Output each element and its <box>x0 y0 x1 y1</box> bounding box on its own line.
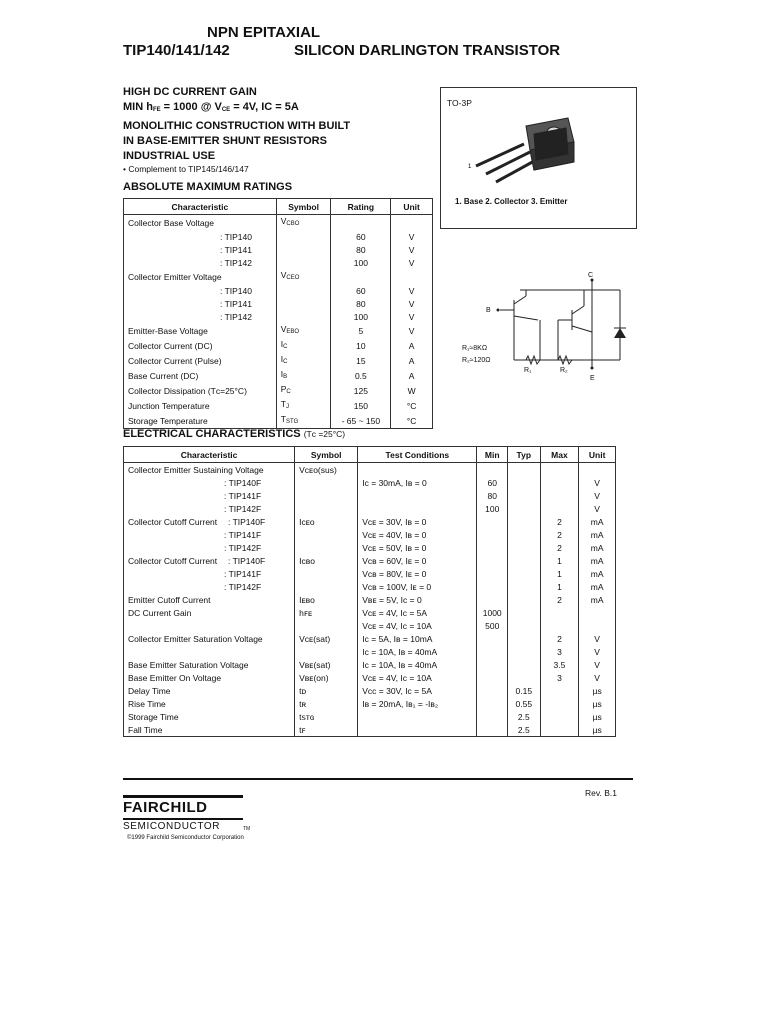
trademark: TM <box>243 826 251 832</box>
cell-characteristic: : TIP140F <box>124 476 295 489</box>
col-characteristic: Characteristic <box>124 447 295 463</box>
cell-test-conditions: Iᴄ = 10A, Iʙ = 40mA <box>358 645 477 658</box>
cell-typ <box>507 658 540 671</box>
cell-typ <box>507 463 540 477</box>
cell-typ: 0.15 <box>507 684 540 697</box>
cell-unit <box>579 619 616 632</box>
cell-rating: 125 <box>331 383 391 398</box>
cell-symbol <box>295 528 358 541</box>
cell-test-conditions: Vᴄᴇ = 50V, Iʙ = 0 <box>358 541 477 554</box>
cell-unit: V <box>391 256 433 269</box>
feature-2: MIN $h_{FE} = 1000$ @ $V_{CE} = 4V$, IC = 5A <box>123 101 299 114</box>
cell-min: 100 <box>477 502 508 515</box>
cell-unit: A <box>391 368 433 383</box>
cell-min <box>477 658 508 671</box>
cell-symbol: $P_C$ <box>276 383 331 398</box>
cell-characteristic: : TIP142 <box>124 310 277 323</box>
pin1-marker: 1 <box>468 164 472 170</box>
cell-symbol: Iᴄᴇᴏ <box>295 515 358 528</box>
cell-test-conditions <box>358 489 477 502</box>
cell-min <box>477 684 508 697</box>
col-typ: Typ <box>507 447 540 463</box>
cell-min <box>477 567 508 580</box>
table-row <box>124 554 616 567</box>
cell-typ <box>507 580 540 593</box>
cell-symbol <box>295 580 358 593</box>
cell-unit: V <box>579 632 616 645</box>
logo-bar-top <box>123 795 243 798</box>
to3p-package-drawing <box>462 112 592 192</box>
cell-rating: 80 <box>331 243 391 256</box>
table-row <box>124 632 616 645</box>
cell-symbol: tᴅ <box>295 684 358 697</box>
cell-min <box>477 723 508 737</box>
table-row <box>124 383 433 398</box>
cell-typ <box>507 541 540 554</box>
cell-test-conditions: Vᴄᴇ = 30V, Iʙ = 0 <box>358 515 477 528</box>
table-row <box>124 528 616 541</box>
col-unit: Unit <box>391 199 433 215</box>
table-row <box>124 323 433 338</box>
cell-characteristic: Delay Time <box>124 684 295 697</box>
cell-characteristic: Collector Emitter Sustaining Voltage <box>124 463 295 477</box>
cell-symbol <box>276 284 331 297</box>
table-row <box>124 476 616 489</box>
table-row <box>124 463 616 477</box>
cell-rating: 60 <box>331 230 391 243</box>
revision: Rev. B.1 <box>585 788 617 798</box>
footer-rule <box>123 778 633 780</box>
cell-max: 3 <box>540 671 579 684</box>
cell-unit: A <box>391 353 433 368</box>
cell-max: 3 <box>540 645 579 658</box>
table-row <box>124 243 433 256</box>
cell-typ <box>507 528 540 541</box>
schematic-c-label: C <box>588 272 594 279</box>
cell-min <box>477 697 508 710</box>
cell-unit <box>391 269 433 284</box>
table-row <box>124 413 433 429</box>
table-row <box>124 671 616 684</box>
cell-characteristic: : TIP141F <box>124 489 295 502</box>
cell-symbol: Vᴄᴇᴏ(sus) <box>295 463 358 477</box>
cell-unit <box>391 215 433 231</box>
feature-5: INDUSTRIAL USE <box>123 150 216 163</box>
logo-bar-bottom <box>123 818 243 820</box>
table-row <box>124 310 433 323</box>
cell-typ: 2.5 <box>507 710 540 723</box>
cell-max <box>540 489 579 502</box>
cell-characteristic: Emitter-Base Voltage <box>124 323 277 338</box>
cell-test-conditions: Iʙ = 20mA, Iʙ₁ = -Iʙ₂ <box>358 697 477 710</box>
cell-max <box>540 684 579 697</box>
cell-unit: V <box>579 489 616 502</box>
cell-typ <box>507 606 540 619</box>
cell-characteristic: Collector Current (Pulse) <box>124 353 277 368</box>
cell-rating: 60 <box>331 284 391 297</box>
cell-characteristic: : TIP140 <box>124 284 277 297</box>
cell-min: 500 <box>477 619 508 632</box>
cell-typ: 0.55 <box>507 697 540 710</box>
cell-symbol <box>276 243 331 256</box>
cell-test-conditions: Vᴄᴄ = 30V, Iᴄ = 5A <box>358 684 477 697</box>
part-numbers: TIP140/141/142 <box>123 42 230 59</box>
cell-typ <box>507 554 540 567</box>
table-row <box>124 723 616 737</box>
cell-min <box>477 541 508 554</box>
table-row <box>124 684 616 697</box>
cell-min <box>477 580 508 593</box>
cell-unit: V <box>391 230 433 243</box>
cell-unit: mA <box>579 515 616 528</box>
elec-table <box>123 446 616 737</box>
cell-symbol <box>295 489 358 502</box>
cell-typ <box>507 489 540 502</box>
cell-characteristic: Rise Time <box>124 697 295 710</box>
cell-unit: V <box>579 502 616 515</box>
cell-unit: V <box>391 310 433 323</box>
cell-symbol <box>295 567 358 580</box>
cell-min: 60 <box>477 476 508 489</box>
cell-min <box>477 528 508 541</box>
cell-test-conditions: Vᴄᴇ = 4V, Iᴄ = 5A <box>358 606 477 619</box>
cell-symbol <box>295 476 358 489</box>
package-type: TO-3P <box>447 98 472 108</box>
col-max: Max <box>540 447 579 463</box>
cell-unit: µs <box>579 697 616 710</box>
cell-symbol: tꜰ <box>295 723 358 737</box>
r2-label: R₂ <box>560 367 568 374</box>
elec-title: ELECTRICAL CHARACTERISTICS (Tᴄ =25°C) <box>123 428 346 440</box>
cell-symbol: Iᴄʙᴏ <box>295 554 358 567</box>
col-symbol: Symbol <box>276 199 331 215</box>
cell-characteristic: : TIP142F <box>124 580 295 593</box>
cell-min <box>477 645 508 658</box>
cell-symbol: $V_{CBO}$ <box>276 215 331 231</box>
cell-symbol <box>276 256 331 269</box>
cell-unit: V <box>579 671 616 684</box>
cell-min <box>477 593 508 606</box>
complement-note: • Complement to TIP145/146/147 <box>123 164 249 175</box>
r1-value: R₁≈8KΩ <box>462 345 488 352</box>
cell-characteristic: Collector Cutoff Current : TIP140F <box>124 554 295 567</box>
cell-test-conditions <box>358 502 477 515</box>
schematic-b-label: B <box>486 307 491 314</box>
cell-symbol: tꜱᴛɢ <box>295 710 358 723</box>
cell-max: 2 <box>540 593 579 606</box>
cell-characteristic: : TIP140 <box>124 230 277 243</box>
cell-characteristic: Collector Dissipation (Tᴄ=25°C) <box>124 383 277 398</box>
cell-unit: mA <box>579 541 616 554</box>
r1-label: R₁ <box>524 367 532 374</box>
feature-3: MONOLITHIC CONSTRUCTION WITH BUILT <box>123 119 351 132</box>
cell-symbol: $V_{EBO}$ <box>276 323 331 338</box>
cell-test-conditions: Iᴄ = 10A, Iʙ = 40mA <box>358 658 477 671</box>
table-row <box>124 368 433 383</box>
cell-symbol: $I_C$ <box>276 338 331 353</box>
cell-characteristic: : TIP141F <box>124 528 295 541</box>
cell-test-conditions: Iᴄ = 30mA, Iʙ = 0 <box>358 476 477 489</box>
table-row <box>124 256 433 269</box>
cell-characteristic <box>124 619 295 632</box>
table-row <box>124 230 433 243</box>
cell-typ <box>507 645 540 658</box>
cell-characteristic: Base Emitter Saturation Voltage <box>124 658 295 671</box>
cell-max <box>540 476 579 489</box>
cell-unit: V <box>391 284 433 297</box>
cell-symbol <box>295 645 358 658</box>
cell-symbol: $V_{CEO}$ <box>276 269 331 284</box>
cell-unit: °C <box>391 398 433 413</box>
cell-symbol: hꜰᴇ <box>295 606 358 619</box>
cell-characteristic: : TIP142F <box>124 502 295 515</box>
cell-unit: A <box>391 338 433 353</box>
cell-min <box>477 671 508 684</box>
cell-max <box>540 710 579 723</box>
cell-symbol <box>295 502 358 515</box>
cell-unit: µs <box>579 710 616 723</box>
cell-unit: mA <box>579 567 616 580</box>
cell-characteristic: : TIP141F <box>124 567 295 580</box>
table-row <box>124 297 433 310</box>
cell-characteristic: Base Current (DC) <box>124 368 277 383</box>
cell-characteristic: Collector Emitter Voltage <box>124 269 277 284</box>
cell-test-conditions: Vᴄᴇ = 40V, Iʙ = 0 <box>358 528 477 541</box>
cell-typ <box>507 515 540 528</box>
cell-test-conditions <box>358 463 477 477</box>
cell-min <box>477 632 508 645</box>
cell-typ <box>507 671 540 684</box>
cell-rating <box>331 269 391 284</box>
table-row <box>124 269 433 284</box>
cell-test-conditions: Vᴄᴇ = 4V, Iᴄ = 10A <box>358 671 477 684</box>
cell-characteristic: DC Current Gain <box>124 606 295 619</box>
col-min: Min <box>477 447 508 463</box>
table-row <box>124 580 616 593</box>
cell-test-conditions: Vᴄʙ = 60V, Iᴇ = 0 <box>358 554 477 567</box>
cell-unit <box>579 463 616 477</box>
cell-typ <box>507 619 540 632</box>
cell-test-conditions: Vᴄʙ = 100V, Iᴇ = 0 <box>358 580 477 593</box>
copyright: ©1999 Fairchild Semiconductor Corporation <box>127 835 244 841</box>
cell-characteristic: : TIP141 <box>124 297 277 310</box>
brand-subtitle: SEMICONDUCTOR <box>123 821 221 832</box>
cell-symbol <box>295 619 358 632</box>
cell-symbol: $T_{STG}$ <box>276 413 331 429</box>
table-row <box>124 658 616 671</box>
cell-unit: µs <box>579 684 616 697</box>
schematic-e-label: E <box>590 375 595 382</box>
cell-test-conditions: Vʙᴇ = 5V, Iᴄ = 0 <box>358 593 477 606</box>
feature-4: IN BASE-EMITTER SHUNT RESISTORS <box>123 134 327 147</box>
cell-symbol: Vʙᴇ(sat) <box>295 658 358 671</box>
cell-test-conditions: Vᴄᴇ = 4V, Iᴄ = 10A <box>358 619 477 632</box>
cell-min <box>477 554 508 567</box>
table-row <box>124 710 616 723</box>
cell-max: 1 <box>540 554 579 567</box>
table-row <box>124 515 616 528</box>
cell-unit: °C <box>391 413 433 429</box>
cell-symbol: $I_C$ <box>276 353 331 368</box>
cell-min <box>477 463 508 477</box>
cell-typ <box>507 502 540 515</box>
cell-max <box>540 697 579 710</box>
table-row <box>124 541 616 554</box>
cell-rating: 5 <box>331 323 391 338</box>
cell-symbol: tʀ <box>295 697 358 710</box>
cell-unit: V <box>391 243 433 256</box>
cell-symbol <box>276 297 331 310</box>
r2-value: R₂≈120Ω <box>462 357 491 364</box>
cell-typ <box>507 567 540 580</box>
cell-characteristic: Junction Temperature <box>124 398 277 413</box>
cell-unit: V <box>391 323 433 338</box>
cell-test-conditions <box>358 723 477 737</box>
cell-unit: mA <box>579 580 616 593</box>
cell-max: 2 <box>540 632 579 645</box>
cell-rating: 10 <box>331 338 391 353</box>
cell-unit: V <box>579 476 616 489</box>
cell-symbol <box>276 230 331 243</box>
table-row <box>124 606 616 619</box>
cell-symbol <box>295 541 358 554</box>
cell-characteristic: Collector Current (DC) <box>124 338 277 353</box>
cell-unit: mA <box>579 554 616 567</box>
abs-max-title: ABSOLUTE MAXIMUM RATINGS <box>123 181 293 193</box>
cell-test-conditions: Vᴄʙ = 80V, Iᴇ = 0 <box>358 567 477 580</box>
cell-characteristic: Storage Temperature <box>124 413 277 429</box>
cell-characteristic: : TIP142 <box>124 256 277 269</box>
cell-symbol: Iᴇʙᴏ <box>295 593 358 606</box>
table-row <box>124 353 433 368</box>
cell-characteristic: Collector Cutoff Current : TIP140F <box>124 515 295 528</box>
cell-characteristic: Base Emitter On Voltage <box>124 671 295 684</box>
table-row <box>124 645 616 658</box>
cell-unit: V <box>579 645 616 658</box>
cell-symbol: $I_B$ <box>276 368 331 383</box>
cell-max: 1 <box>540 580 579 593</box>
cell-rating: 0.5 <box>331 368 391 383</box>
cell-max: 3.5 <box>540 658 579 671</box>
table-row <box>124 284 433 297</box>
cell-min: 80 <box>477 489 508 502</box>
cell-rating: - 65 ~ 150 <box>331 413 391 429</box>
cell-max <box>540 723 579 737</box>
cell-max: 2 <box>540 528 579 541</box>
cell-characteristic: : TIP141 <box>124 243 277 256</box>
cell-characteristic: Collector Base Voltage <box>124 215 277 231</box>
cell-symbol: Vʙᴇ(on) <box>295 671 358 684</box>
col-rating: Rating <box>331 199 391 215</box>
cell-characteristic: Emitter Cutoff Current <box>124 593 295 606</box>
cell-typ <box>507 632 540 645</box>
table-row <box>124 502 616 515</box>
cell-typ: 2.5 <box>507 723 540 737</box>
table-row <box>124 697 616 710</box>
cell-min <box>477 710 508 723</box>
cell-max: 1 <box>540 567 579 580</box>
cell-symbol: $T_J$ <box>276 398 331 413</box>
col-unit: Unit <box>579 447 616 463</box>
cell-test-conditions: Iᴄ = 5A, Iʙ = 10mA <box>358 632 477 645</box>
table-row <box>124 593 616 606</box>
brand-logo: FAIRCHILD <box>123 799 208 816</box>
package-caption: 1. Base 2. Collector 3. Emitter <box>455 197 568 206</box>
cell-min <box>477 515 508 528</box>
cell-test-conditions <box>358 710 477 723</box>
cell-max <box>540 463 579 477</box>
col-characteristic: Characteristic <box>124 199 277 215</box>
table-row <box>124 398 433 413</box>
cell-characteristic: Storage Time <box>124 710 295 723</box>
cell-min: 1000 <box>477 606 508 619</box>
table-row <box>124 215 433 231</box>
cell-unit: mA <box>579 593 616 606</box>
cell-rating: 80 <box>331 297 391 310</box>
cell-unit <box>579 606 616 619</box>
cell-max <box>540 606 579 619</box>
cell-unit: µs <box>579 723 616 737</box>
cell-symbol: Vᴄᴇ(sat) <box>295 632 358 645</box>
cell-characteristic: Fall Time <box>124 723 295 737</box>
cell-rating: 100 <box>331 310 391 323</box>
cell-max: 2 <box>540 541 579 554</box>
abs-max-table <box>123 198 433 429</box>
cell-characteristic <box>124 645 295 658</box>
cell-characteristic: Collector Emitter Saturation Voltage <box>124 632 295 645</box>
cell-rating: 15 <box>331 353 391 368</box>
cell-symbol <box>276 310 331 323</box>
cell-unit: V <box>391 297 433 310</box>
table-row <box>124 619 616 632</box>
features-block <box>123 85 350 175</box>
feature-1: HIGH DC CURRENT GAIN <box>123 86 257 98</box>
cell-rating: 150 <box>331 398 391 413</box>
table-row <box>124 489 616 502</box>
col-test-conditions: Test Conditions <box>358 447 477 463</box>
cell-typ <box>507 593 540 606</box>
cell-characteristic: : TIP142F <box>124 541 295 554</box>
table-row <box>124 338 433 353</box>
cell-rating <box>331 215 391 231</box>
cell-max <box>540 502 579 515</box>
cell-unit: V <box>579 658 616 671</box>
header-line1: NPN EPITAXIAL <box>207 24 321 41</box>
cell-typ <box>507 476 540 489</box>
cell-unit: W <box>391 383 433 398</box>
device-type: SILICON DARLINGTON TRANSISTOR <box>294 42 561 59</box>
darlington-schematic <box>460 268 640 388</box>
cell-max: 2 <box>540 515 579 528</box>
cell-unit: mA <box>579 528 616 541</box>
cell-rating: 100 <box>331 256 391 269</box>
cell-max <box>540 619 579 632</box>
table-row <box>124 567 616 580</box>
col-symbol: Symbol <box>295 447 358 463</box>
